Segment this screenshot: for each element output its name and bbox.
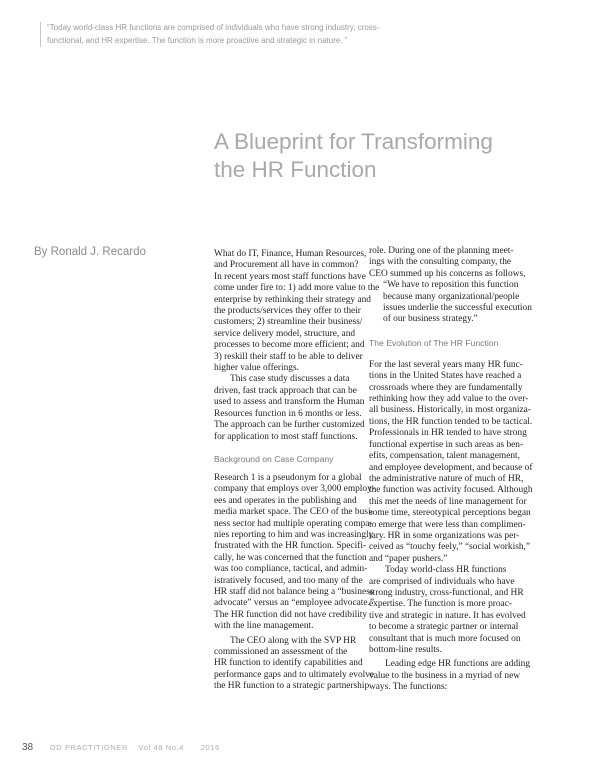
text-line: service delivery model, structure, and — [214, 328, 356, 339]
text-line: The HR function did not have credibility — [214, 609, 368, 620]
paragraph — [214, 374, 386, 442]
text-line: the function was activity focused. Although — [369, 485, 533, 496]
text-line: performance gaps and to ultimately evolve — [214, 669, 375, 680]
paragraph — [214, 249, 386, 374]
publication-year: 2016 — [200, 743, 220, 752]
pull-quote-line: “Today world-class HR functions are comprised of individuals who have strong industry, cross- — [47, 23, 380, 32]
text-line: The CEO along with the SVP HR — [230, 635, 357, 646]
text-line: The approach can be further customized — [214, 420, 365, 431]
text-line: the products/services they offer to their — [214, 306, 361, 317]
text-line: 3) reskill their staff to be able to deliver — [214, 351, 363, 362]
text-line: cally, he was concerned that the function — [214, 552, 367, 563]
text-line: customers; 2) streamline their business/ — [214, 317, 363, 328]
paragraph — [369, 565, 549, 656]
text-line: was too compliance, tactical, and admin- — [214, 564, 368, 575]
page-footer — [22, 742, 220, 756]
text-line: functional expertise in such areas as ben- — [369, 439, 524, 450]
text-line: nies reporting to him and was increasingly — [214, 529, 374, 540]
text-line: and employee development, and because of — [369, 462, 533, 473]
text-line: This case study discusses a data — [230, 374, 350, 385]
text-line: enterprise by rethinking their strategy and — [214, 294, 371, 305]
paragraph — [214, 636, 386, 693]
text-line: value to the business in a myriad of new — [369, 670, 521, 681]
left-column — [214, 249, 386, 693]
text-line: crossroads where they are fundamentally — [369, 382, 523, 393]
text-line: issues underlie the successful execution — [383, 303, 532, 314]
text-line: to emerge that were less than complimen- — [369, 519, 526, 530]
page-number: 38 — [22, 742, 34, 753]
text-line: this met the needs of line management for — [369, 496, 527, 507]
text-line: In recent years most staff functions have — [214, 271, 366, 282]
paragraph — [369, 659, 549, 693]
text-line: processes to become more efficient; and — [214, 340, 365, 351]
paragraph — [369, 360, 549, 565]
text-line: consultant that is much more focused on — [369, 633, 521, 644]
author-byline: By Ronald J. Recardo — [34, 246, 146, 258]
text-line: What do IT, Finance, Human Resources, — [214, 249, 367, 259]
text-line: tary. HR in some organizations was per- — [369, 530, 520, 541]
text-line: with the line management. — [214, 621, 314, 632]
article-title-line-2: the HR Function — [214, 157, 377, 182]
text-line: driven, fast track approach that can be — [214, 385, 357, 396]
text-line: higher value offerings. — [214, 363, 299, 374]
text-line: rethinking how they add value to the over- — [369, 394, 529, 405]
section-heading: The Evolution of The HR Function — [369, 337, 499, 348]
text-line: istratively focused, and too many of the — [214, 575, 363, 586]
text-line: Professionals in HR tended to have strong — [369, 428, 527, 439]
text-line: ways. The functions: — [369, 682, 448, 693]
text-line: for application to most staff functions. — [214, 431, 358, 442]
text-line: company that employs over 3,000 employ- — [214, 484, 375, 495]
text-line: bottom-line results. — [369, 645, 442, 655]
text-line: efits, compensation, talent management, — [369, 451, 520, 462]
text-line: all business. Historically, in most organiza- — [369, 405, 531, 416]
text-line: some time, stereotypical perceptions began — [369, 508, 531, 519]
paragraph — [369, 246, 549, 280]
text-line: the administrative nature of much of HR, — [369, 473, 524, 484]
text-line: HR function to identify capabilities and — [214, 658, 363, 669]
text-line: tions in the United States have reached a — [369, 371, 522, 382]
text-line: tions, the HR function tended to be tactical. — [369, 416, 533, 427]
text-line: tive and strategic in nature. It has evolved — [369, 610, 526, 621]
text-line: used to assess and transform the Human — [214, 397, 365, 408]
text-line: and “paper pushers.” — [369, 553, 448, 564]
text-line: commissioned an assessment of the — [214, 647, 348, 657]
text-line: ceived as “touchy feely,” “social workish,” — [369, 542, 531, 553]
text-line: advocate” versus an “employee advocate.” — [214, 598, 375, 609]
text-line: and Procurement all have in common? — [214, 260, 359, 271]
volume-issue: Vol.48 No.4 — [138, 743, 185, 752]
article-title-line-1: A Blueprint for Transforming — [214, 129, 493, 154]
block-quote — [369, 280, 549, 326]
text-line: strong industry, cross-functional, and HR — [369, 587, 524, 598]
text-line: to become a strategic partner or internal — [369, 622, 519, 633]
text-line: For the last several years many HR func- — [369, 359, 523, 370]
magazine-name: OD PRACTITIONER — [49, 743, 128, 752]
text-line: expertise. The function is more proac- — [369, 599, 513, 610]
pull-quote-line: functional, and HR expertise. The function is more proactive and strategic in nature. ” — [47, 35, 348, 45]
pull-quote — [40, 22, 392, 47]
text-line: because many organizational/people — [383, 291, 520, 302]
text-line: the HR function to a strategic partnership — [214, 681, 370, 692]
text-line: ings with the consulting company, the — [369, 257, 512, 268]
text-line: ees and operates in the publishing and — [214, 495, 357, 506]
text-line: Leading edge HR functions are adding — [385, 659, 531, 670]
right-column — [369, 246, 549, 694]
text-line: HR staff did not balance being a “business — [214, 586, 374, 597]
text-line: Today world-class HR functions — [385, 565, 507, 576]
text-line: Research 1 is a pseudonym for a global — [214, 472, 362, 483]
text-line: are comprised of individuals who have — [369, 576, 515, 587]
text-line: “We have to reposition this function — [383, 280, 519, 291]
text-line: Resources function in 6 months or less. — [214, 408, 362, 419]
text-line: ness sector had multiple operating compa- — [214, 518, 373, 529]
text-line: frustrated with the HR function. Specifi- — [214, 541, 367, 552]
text-line: of our business strategy.” — [383, 314, 478, 325]
paragraph — [214, 473, 386, 633]
text-line: come under fire to: 1) add more value to the — [214, 283, 380, 294]
text-line: role. During one of the planning meet- — [369, 246, 514, 256]
article-title — [214, 128, 574, 184]
text-line: media market space. The CEO of the busi- — [214, 507, 374, 518]
text-line: CEO summed up his concerns as follows, — [369, 268, 526, 279]
section-heading: Background on Case Company — [214, 453, 334, 464]
